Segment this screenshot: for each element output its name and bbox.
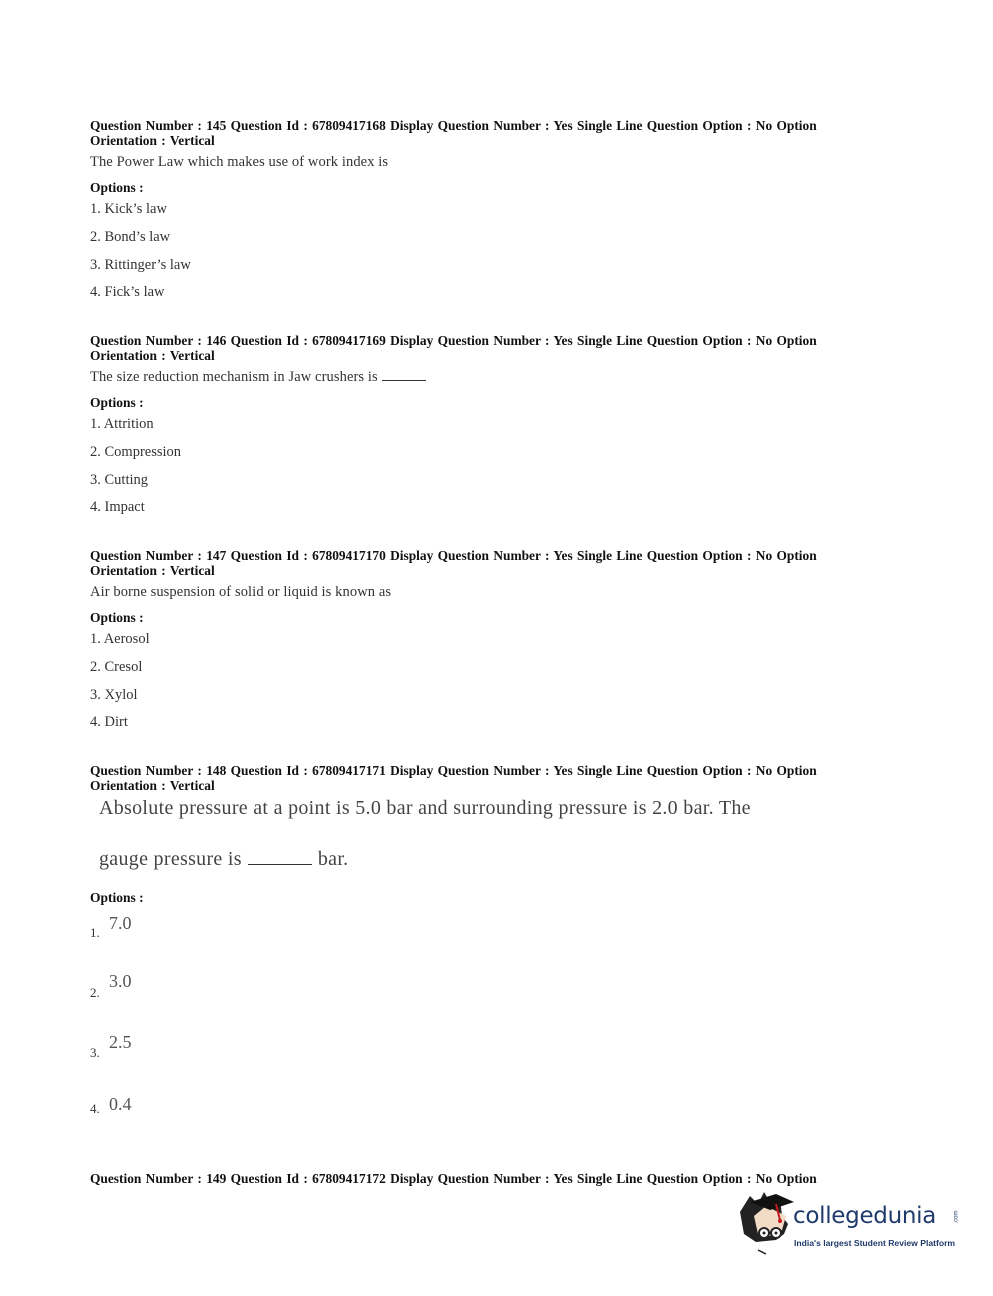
option-number: 4. <box>90 1101 100 1116</box>
option-item: 3. Xylol <box>90 687 138 703</box>
question-meta <box>90 333 890 363</box>
option-item: 2. Compression <box>90 444 182 460</box>
question-meta-line: Orientation : Vertical <box>90 348 215 363</box>
question-meta-line: Question Number : 148 Question Id : 67809417171 Display Question Number : Yes Single Line Question Option : No Option <box>90 763 817 778</box>
option-item: 1. Aerosol <box>90 631 150 647</box>
option-item: 4. Dirt <box>90 714 128 730</box>
option-item: 2. Cresol <box>90 659 143 675</box>
options-label: Options : <box>90 395 144 410</box>
answer-blank <box>248 854 312 865</box>
options-label: Options : <box>90 890 144 905</box>
question-meta-line: Question Number : 147 Question Id : 67809417170 Display Question Number : Yes Single Line Question Option : No Option <box>90 548 817 563</box>
question-stem-text: gauge pressure is <box>99 848 242 870</box>
option-value: 3.0 <box>109 971 132 991</box>
question-meta-line: Question Number : 149 Question Id : 67809417172 Display Question Number : Yes Single Line Question Option : No Option <box>90 1171 817 1186</box>
answer-blank <box>382 370 426 381</box>
option-number: 1. <box>90 925 100 940</box>
question-meta-line: Orientation : Vertical <box>90 563 215 578</box>
option-number: 3. <box>90 1045 100 1060</box>
question-meta-line: Orientation : Vertical <box>90 133 215 148</box>
question-stem: The Power Law which makes use of work index is <box>90 154 389 170</box>
option-item: 4. Impact <box>90 499 145 515</box>
options-label: Options : <box>90 610 144 625</box>
option-item: 3. Rittinger’s law <box>90 257 191 273</box>
question-stem: Air borne suspension of solid or liquid is known as <box>90 584 392 600</box>
question-meta <box>90 548 890 578</box>
option-item: 1. Attrition <box>90 416 154 432</box>
question-meta-line: Question Number : 145 Question Id : 67809417168 Display Question Number : Yes Single Line Question Option : No Option <box>90 118 817 133</box>
logo-tagline: India's largest Student Review Platform <box>794 1238 956 1248</box>
question-stem-line: Absolute pressure at a point is 5.0 bar and surrounding pressure is 2.0 bar. The <box>99 797 751 819</box>
question-meta-line: Orientation : Vertical <box>90 778 215 793</box>
option-item: 3. Cutting <box>90 472 149 488</box>
question-stem-text: The size reduction mechanism in Jaw crushers is <box>90 369 378 385</box>
option-number: 2. <box>90 985 100 1000</box>
option-item: 4. Fick’s law <box>90 284 165 300</box>
option-item: 2. Bond’s law <box>90 229 171 245</box>
option-value: 2.5 <box>109 1032 132 1052</box>
question-stem-line <box>99 848 348 871</box>
question-meta <box>90 1171 890 1186</box>
question-meta-line: Question Number : 146 Question Id : 67809417169 Display Question Number : Yes Single Line Question Option : No Option <box>90 333 817 348</box>
question-meta <box>90 118 890 148</box>
question-stem <box>90 369 426 386</box>
logo-domain-suffix: .com <box>953 1210 960 1224</box>
logo-wordmark: collegedunia <box>793 1203 937 1229</box>
options-label: Options : <box>90 180 144 195</box>
question-stem-unit: bar. <box>317 848 349 870</box>
question-meta <box>90 763 890 793</box>
option-item: 1. Kick’s law <box>90 201 167 217</box>
option-value: 7.0 <box>109 913 132 933</box>
option-value: 0.4 <box>109 1094 132 1114</box>
